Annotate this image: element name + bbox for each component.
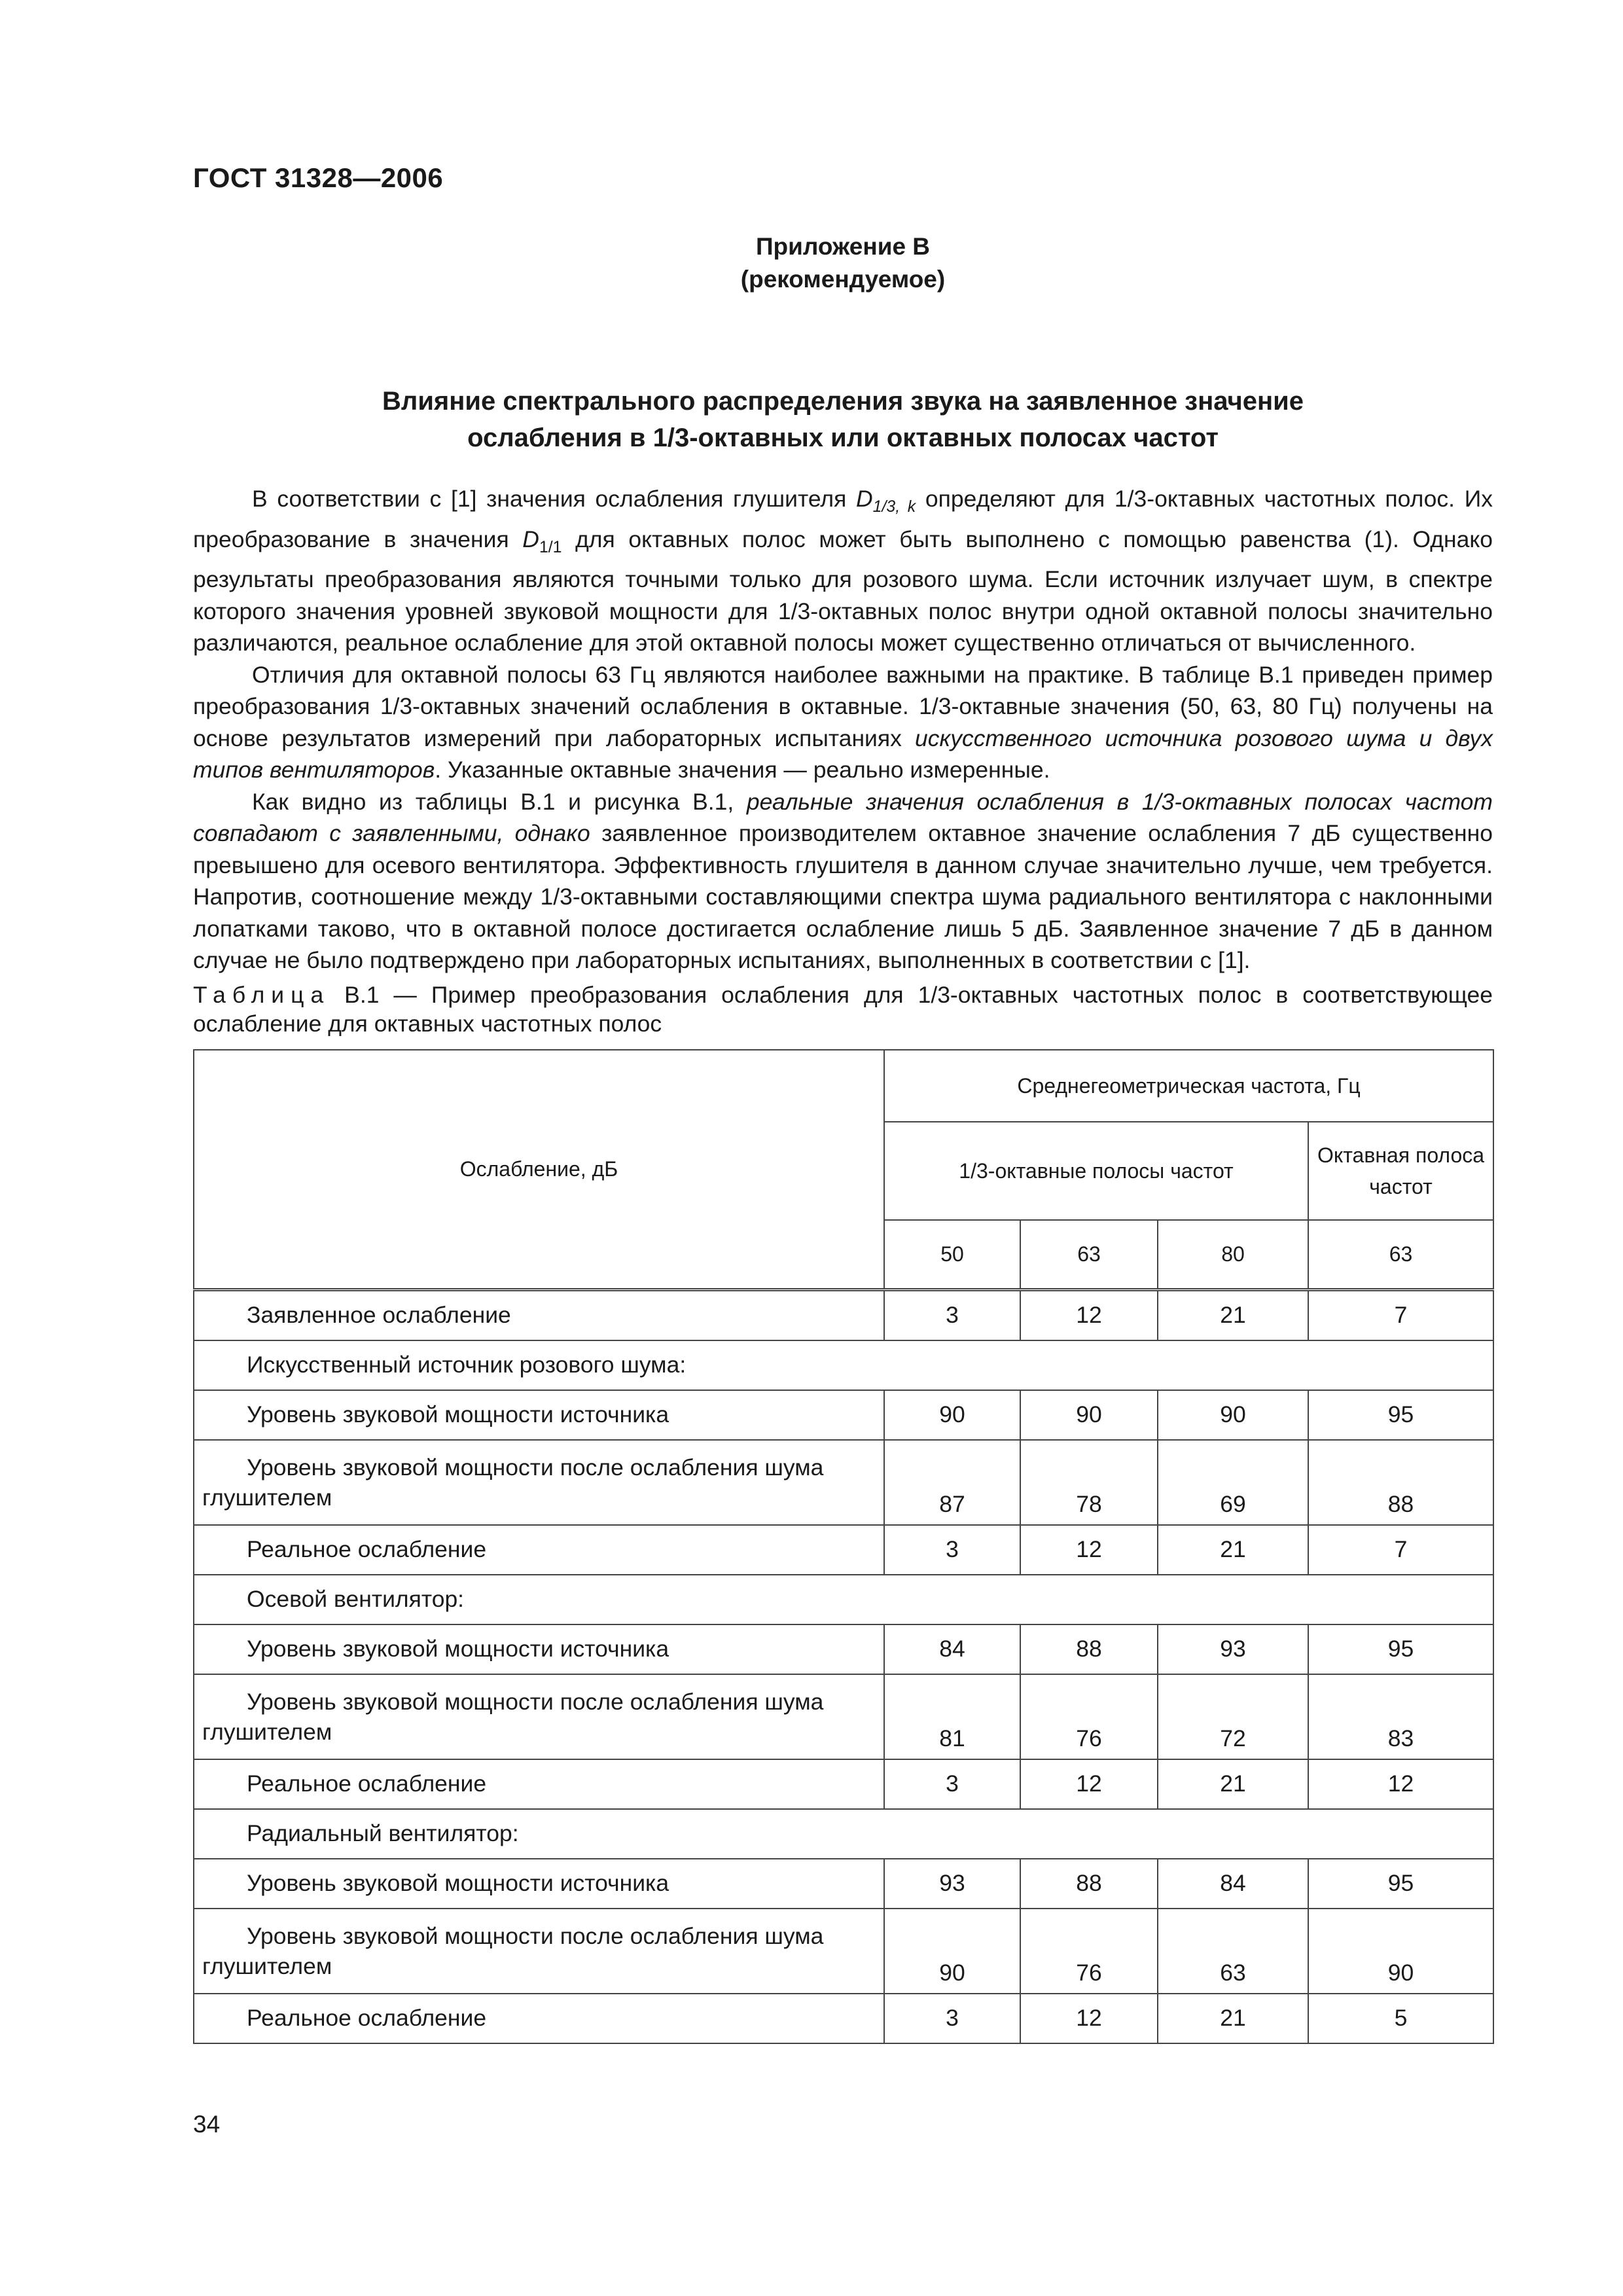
row-label-header: Ослабление, дБ	[194, 1050, 884, 1289]
attenuation-table	[193, 1049, 1494, 2044]
subscript-2: 1/1	[539, 538, 562, 556]
section-title	[193, 383, 1493, 456]
freq-header-80: 80	[1158, 1220, 1308, 1289]
row-label: Уровень звуковой мощности после ослабления шума глушителем	[194, 1440, 884, 1525]
table-cell: 95	[1308, 1390, 1493, 1440]
table-cell: 12	[1020, 1759, 1158, 1809]
row-label: Реальное ослабление	[194, 1525, 884, 1575]
table-cell: 95	[1308, 1624, 1493, 1674]
table-row	[194, 1994, 1493, 2043]
table-cell: 12	[1020, 1289, 1158, 1340]
body-text	[193, 483, 1493, 977]
symbol-d-2: D	[522, 526, 539, 552]
table-cell: 69	[1158, 1440, 1308, 1525]
table-caption	[193, 980, 1493, 1038]
table-cell: 84	[884, 1624, 1020, 1674]
table-cell: 12	[1020, 1994, 1158, 2043]
page-number: 34	[193, 2111, 221, 2138]
table-row	[194, 1624, 1493, 1674]
table-row	[194, 1440, 1493, 1525]
group-label: Радиальный вентилятор:	[194, 1809, 1493, 1859]
table-row	[194, 1390, 1493, 1440]
table-cell: 84	[1158, 1859, 1308, 1909]
row-label: Заявленное ослабление	[194, 1289, 884, 1340]
table-cell: 21	[1158, 1759, 1308, 1809]
table-cell: 12	[1020, 1525, 1158, 1575]
table-cell: 3	[884, 1525, 1020, 1575]
row-label: Уровень звуковой мощности после ослабления шума глушителем	[194, 1909, 884, 1994]
table-cell: 83	[1308, 1674, 1493, 1759]
paragraph-2: Отличия для октавной полосы 63 Гц являются наиболее важными на практике. В таблице В.1 приведен пример преобразования 1/3-октавных значений ослабления в октавные. 1/3-октавные значения (50, 63, 80 Гц) получены на основе результатов измерений при лабораторных испытаниях искусственного источника розового шума и двух типов вентиляторов. Указанные октавные значения — реально измеренные.	[193, 661, 1493, 783]
group-label: Искусственный источник розового шума:	[194, 1340, 1493, 1390]
table-caption-text: В.1 — Пример преобразования ослабления для 1/3-октавных частотных полос в соответствующее ослабление для октавных частотных полос	[193, 982, 1493, 1037]
group-label: Осевой вентилятор:	[194, 1575, 1493, 1624]
octave-header: Октавная полоса частот	[1308, 1122, 1493, 1220]
table-cell: 88	[1308, 1440, 1493, 1525]
table-row	[194, 1759, 1493, 1809]
table-cell: 90	[1308, 1909, 1493, 1994]
document-header: ГОСТ 31328—2006	[193, 162, 444, 193]
table-group-row	[194, 1809, 1493, 1859]
row-label: Уровень звуковой мощности источника	[194, 1624, 884, 1674]
table-group-row	[194, 1575, 1493, 1624]
table-cell: 21	[1158, 1994, 1308, 2043]
table-cell: 78	[1020, 1440, 1158, 1525]
row-label: Реальное ослабление	[194, 1994, 884, 2043]
section-title-line-1: Влияние спектрального распределения звука на заявленное значение	[382, 387, 1304, 416]
appendix-title: Приложение В	[755, 233, 931, 260]
table-cell: 76	[1020, 1909, 1158, 1994]
row-label: Уровень звуковой мощности источника	[194, 1859, 884, 1909]
table-cell: 76	[1020, 1674, 1158, 1759]
symbol-d-1: D	[856, 486, 873, 512]
appendix-subtitle: (рекомендуемое)	[740, 266, 946, 293]
table-row	[194, 1289, 1493, 1340]
third-octave-header: 1/3-октавные полосы частот	[884, 1122, 1308, 1220]
table-row	[194, 1674, 1493, 1759]
table-cell: 21	[1158, 1525, 1308, 1575]
paragraph-3: Как видно из таблицы В.1 и рисунка В.1, реальные значения ослабления в 1/3-октавных полосах частот совпадают с заявленными, однако заявленное производителем октавное значение ослабления 7 дБ существенно превышено для осевого вентилятора. Эффективность глушителя в данном случае значительно лучше, чем требуется. Напротив, соотношение между 1/3-октавными составляющими спектра шума радиального вентилятора с наклонными лопатками таково, что в октавной полосе достигается ослабление лишь 5 дБ. Заявленное значение 7 дБ в данном случае не было подтверждено при лабораторных испытаниях, выполненных в соответствии с [1].	[193, 788, 1493, 973]
table-cell: 93	[1158, 1624, 1308, 1674]
table-cell: 90	[884, 1390, 1020, 1440]
table-cell: 3	[884, 1289, 1020, 1340]
frequency-group-header: Среднегеометрическая частота, Гц	[884, 1050, 1493, 1122]
row-label: Уровень звуковой мощности после ослабления шума глушителем	[194, 1674, 884, 1759]
section-title-line-2: ослабления в 1/3-октавных или октавных полосах частот	[467, 423, 1219, 452]
table-row	[194, 1909, 1493, 1994]
table-row	[194, 1859, 1493, 1909]
paragraph-1: В соответствии с [1] значения ослабления глушителя $D_{1/3, k}$ определяют для 1/3-октавных частотных полос. Их преобразование в значения $D_{1/1}$ для октавных полос может быть выполнено с помощью равенства (1). Однако результаты преобразования являются точными только для розового шума. Если источник излучает шум, в спектре которого значения уровней звуковой мощности для 1/3-октавных полос внутри одной октавной полосы значительно различаются, реальное ослабление для этой октавной полосы может существенно отличаться от вычисленного.	[193, 486, 1493, 656]
table-cell: 95	[1308, 1859, 1493, 1909]
subscript-1: 1/3, k	[872, 498, 916, 516]
table-cell: 88	[1020, 1624, 1158, 1674]
table-cell: 3	[884, 1994, 1020, 2043]
table-cell: 72	[1158, 1674, 1308, 1759]
table-row	[194, 1525, 1493, 1575]
table-cell: 7	[1308, 1289, 1493, 1340]
row-label: Уровень звуковой мощности источника	[194, 1390, 884, 1440]
table-cell: 21	[1158, 1289, 1308, 1340]
table-cell: 88	[1020, 1859, 1158, 1909]
table-cell: 90	[884, 1909, 1020, 1994]
table-cell: 87	[884, 1440, 1020, 1525]
emphasis-text: искусственного источника розового шума и двух типов вентиляторов	[193, 725, 1493, 783]
table-caption-label: Таблица	[193, 982, 330, 1008]
table-cell: 3	[884, 1759, 1020, 1809]
table-cell: 5	[1308, 1994, 1493, 2043]
freq-header-50: 50	[884, 1220, 1020, 1289]
table-cell: 93	[884, 1859, 1020, 1909]
freq-header-63: 63	[1020, 1220, 1158, 1289]
row-label: Реальное ослабление	[194, 1759, 884, 1809]
table-cell: 90	[1158, 1390, 1308, 1440]
appendix-heading	[193, 230, 1493, 296]
table-cell: 63	[1158, 1909, 1308, 1994]
emphasis-text: реальные значения ослабления в 1/3-октавных полосах частот совпадают с заявленными, однако	[193, 788, 1493, 846]
table-cell: 12	[1308, 1759, 1493, 1809]
table-cell: 81	[884, 1674, 1020, 1759]
table-cell: 7	[1308, 1525, 1493, 1575]
table-cell: 90	[1020, 1390, 1158, 1440]
table-group-row	[194, 1340, 1493, 1390]
freq-header-octave-63: 63	[1308, 1220, 1493, 1289]
